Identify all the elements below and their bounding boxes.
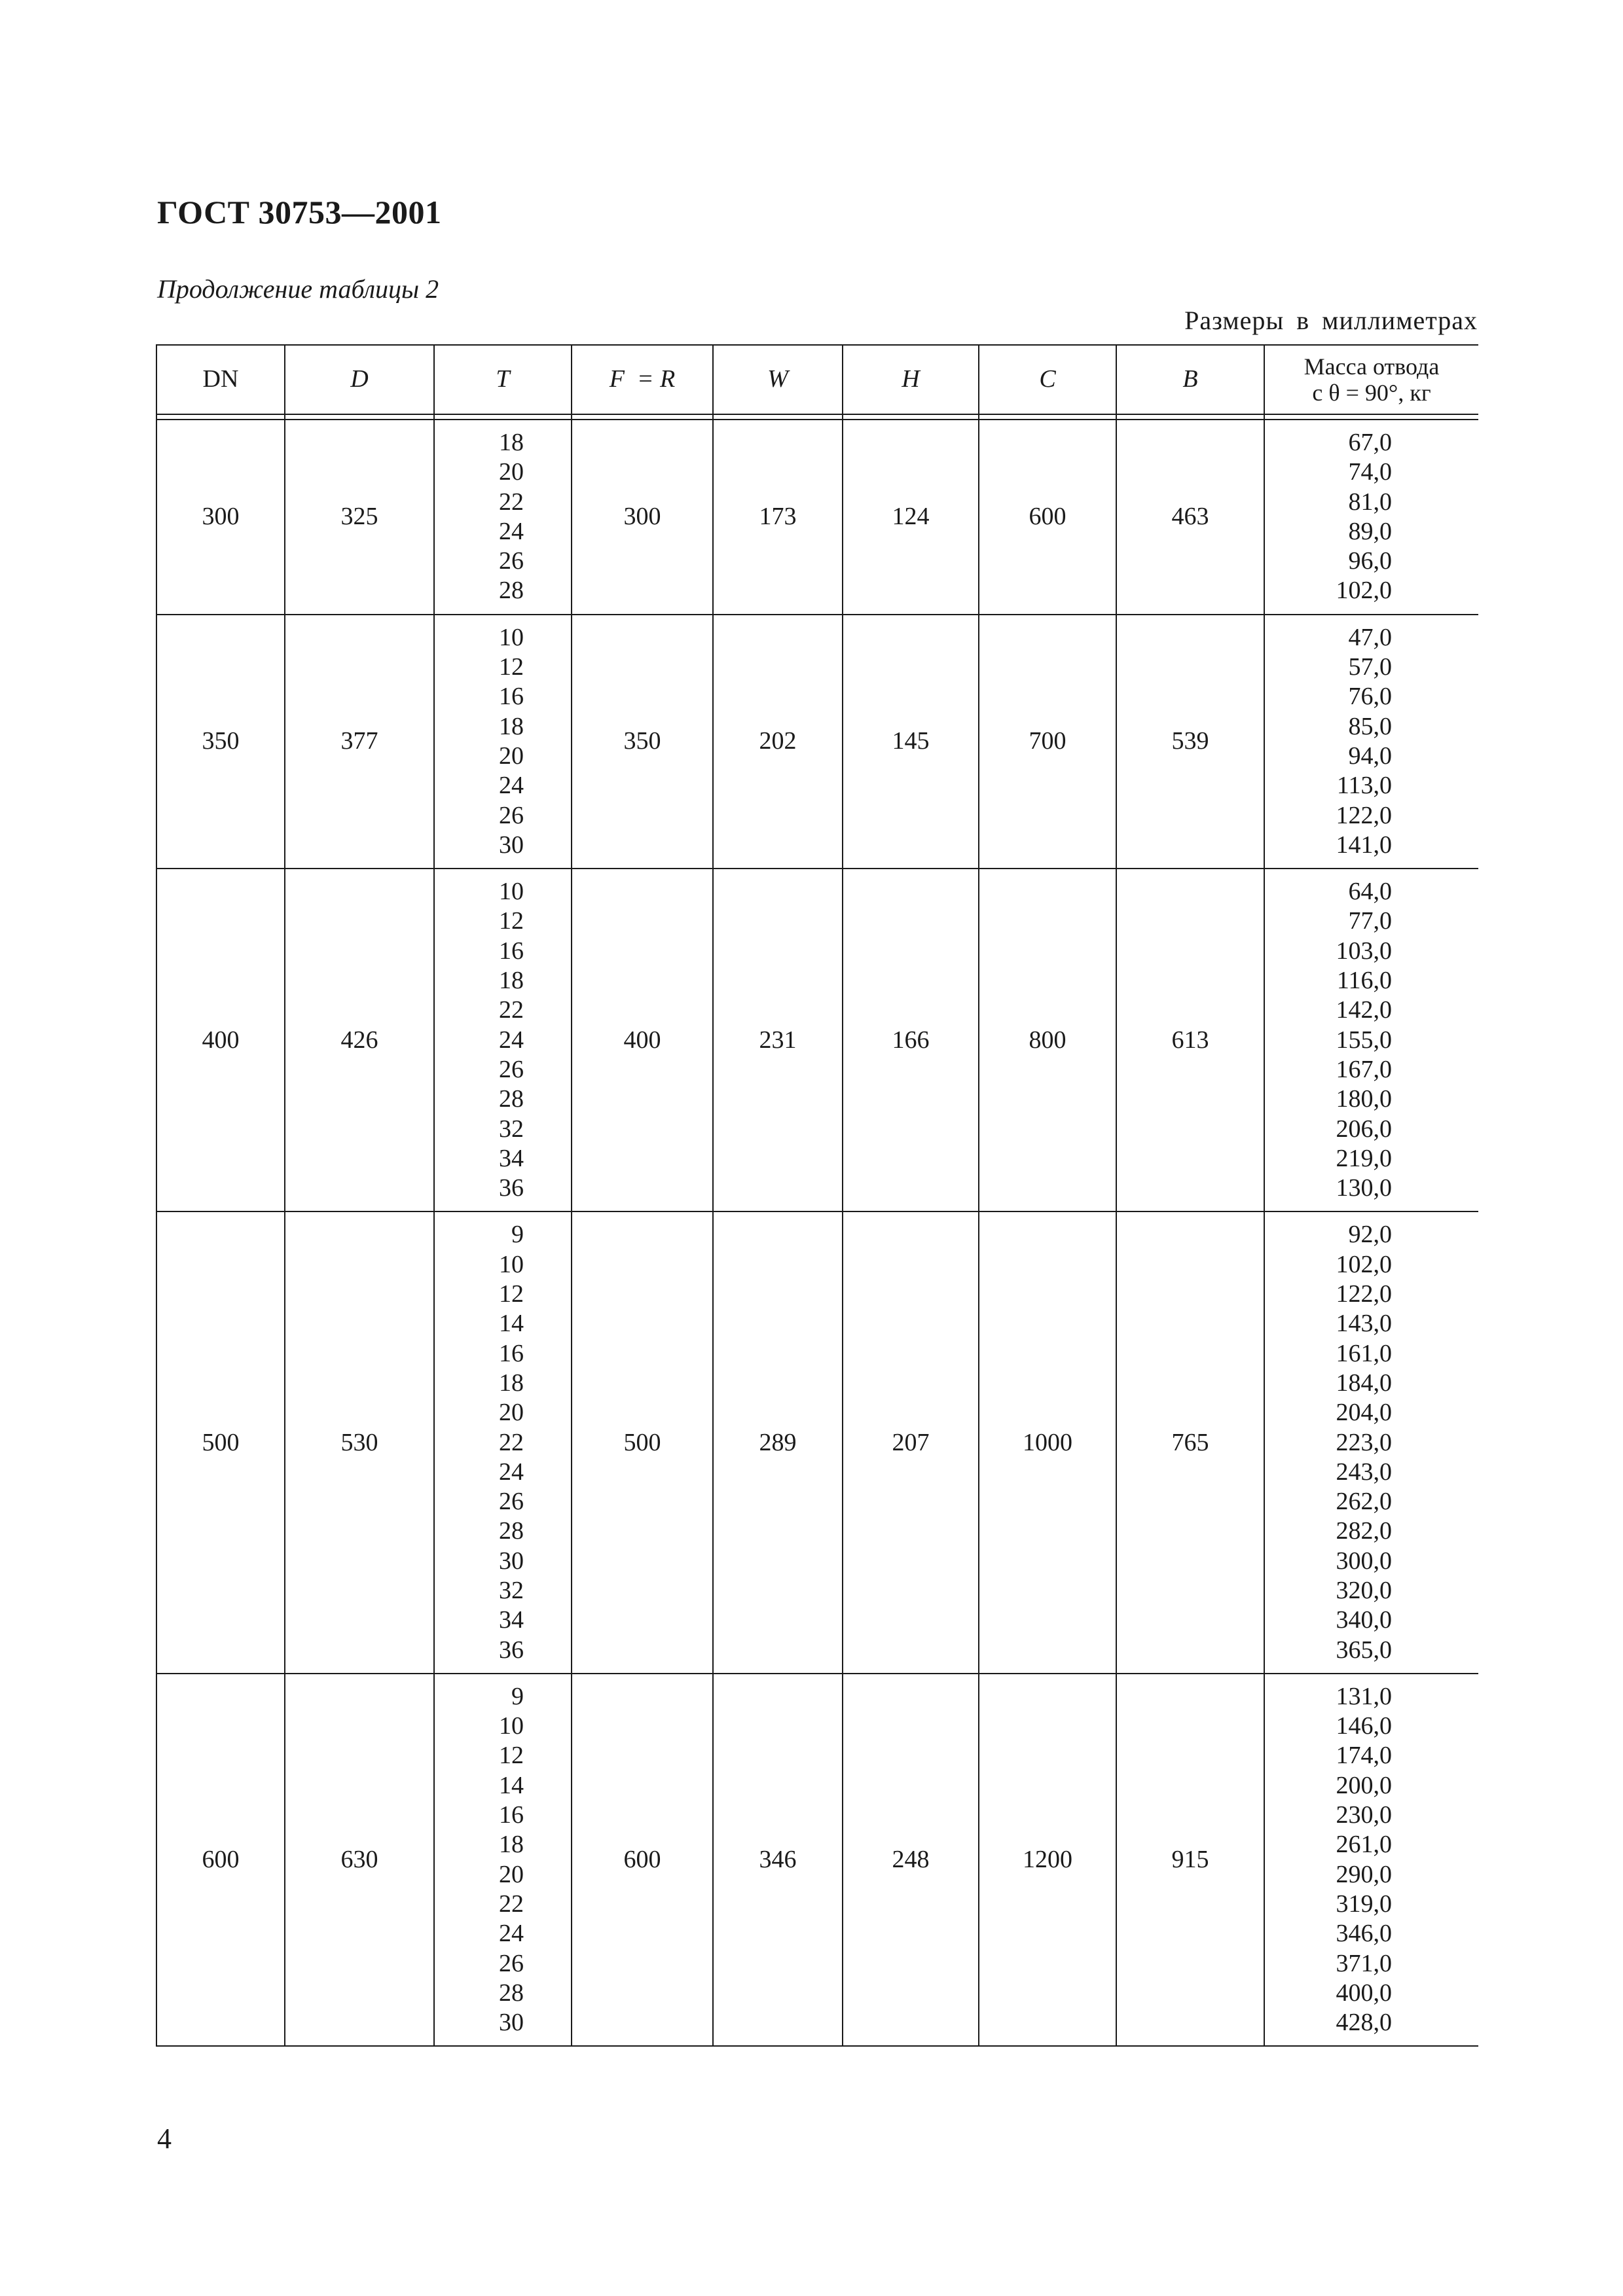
cell-mass-value: 85,0 <box>1348 712 1392 740</box>
cell-mass-value: 346,0 <box>1336 1920 1392 1948</box>
mass-header-line-2: с θ = 90°, кг <box>1312 380 1431 406</box>
cell-mass <box>1264 615 1478 869</box>
cell-t <box>434 1211 572 1673</box>
cell-w: 231 <box>713 869 843 1211</box>
cell-d: 630 <box>285 1674 434 2047</box>
col-header-h: H <box>843 345 979 414</box>
col-header-c: C <box>979 345 1116 414</box>
cell-w: 289 <box>713 1211 843 1673</box>
cell-t-value: 14 <box>499 1771 524 1799</box>
cell-t <box>434 615 572 869</box>
cell-t-value: 20 <box>499 1399 524 1427</box>
cell-h: 166 <box>843 869 979 1211</box>
cell-b: 915 <box>1116 1674 1264 2047</box>
col-header-f-r: F = R <box>572 345 713 414</box>
cell-t <box>434 869 572 1211</box>
cell-t-list <box>482 1220 524 1664</box>
cell-t-value: 9 <box>511 1682 524 1710</box>
cell-t-value: 10 <box>499 1250 524 1278</box>
cell-h: 145 <box>843 615 979 869</box>
cell-t-value: 16 <box>499 683 524 711</box>
cell-t-value: 18 <box>499 967 524 995</box>
cell-mass-value: 230,0 <box>1336 1801 1392 1829</box>
cell-t-value: 24 <box>499 1026 524 1054</box>
cell-t-value: 20 <box>499 742 524 770</box>
cell-b: 765 <box>1116 1211 1264 1673</box>
table-row <box>156 615 1478 869</box>
cell-t-value: 34 <box>499 1606 524 1634</box>
cell-f-r: 500 <box>572 1211 713 1673</box>
table-header-row <box>156 345 1478 414</box>
cell-mass-value: 223,0 <box>1336 1428 1392 1456</box>
cell-mass-value: 74,0 <box>1348 458 1392 486</box>
cell-mass-value: 130,0 <box>1336 1174 1392 1202</box>
cell-mass-value: 141,0 <box>1336 831 1392 859</box>
table-row <box>156 869 1478 1211</box>
cell-mass-value: 400,0 <box>1336 1979 1392 2007</box>
cell-mass-value: 290,0 <box>1336 1860 1392 1888</box>
cell-t-value: 28 <box>499 1979 524 2007</box>
cell-t-value: 24 <box>499 1458 524 1486</box>
cell-mass-value: 96,0 <box>1348 547 1392 575</box>
table-caption: Продолжение таблицы 2 <box>157 274 439 304</box>
cell-b: 613 <box>1116 869 1264 1211</box>
cell-t-value: 16 <box>499 1339 524 1367</box>
cell-t-value: 10 <box>499 1712 524 1740</box>
cell-d: 530 <box>285 1211 434 1673</box>
cell-t-value: 26 <box>499 1488 524 1516</box>
cell-mass-value: 200,0 <box>1336 1771 1392 1799</box>
cell-mass-value: 262,0 <box>1336 1488 1392 1516</box>
cell-t-value: 24 <box>499 517 524 545</box>
cell-mass-value: 103,0 <box>1336 937 1392 965</box>
cell-t-value: 34 <box>499 1144 524 1172</box>
cell-f-r: 300 <box>572 420 713 615</box>
cell-t-value: 24 <box>499 772 524 800</box>
table-row <box>156 420 1478 615</box>
cell-t-value: 22 <box>499 1428 524 1456</box>
cell-t-value: 30 <box>499 1547 524 1575</box>
cell-dn: 500 <box>156 1211 285 1673</box>
cell-mass-value: 113,0 <box>1336 772 1392 800</box>
cell-mass-value: 57,0 <box>1348 653 1392 681</box>
dimensions-table <box>156 344 1478 2047</box>
cell-mass-value: 81,0 <box>1348 488 1392 516</box>
cell-mass-value: 102,0 <box>1336 577 1392 605</box>
cell-mass-value: 102,0 <box>1336 1250 1392 1278</box>
cell-t-value: 16 <box>499 1801 524 1829</box>
cell-t-value: 18 <box>499 429 524 456</box>
col-header-t: T <box>434 345 572 414</box>
cell-t-value: 28 <box>499 577 524 605</box>
cell-mass-value: 92,0 <box>1348 1221 1392 1249</box>
cell-mass-list <box>1281 623 1392 860</box>
cell-t-value: 32 <box>499 1115 524 1143</box>
cell-mass-value: 371,0 <box>1336 1949 1392 1977</box>
cell-t-value: 26 <box>499 1055 524 1083</box>
col-header-b: B <box>1116 345 1264 414</box>
col-header-dn: DN <box>156 345 285 414</box>
cell-b: 463 <box>1116 420 1264 615</box>
cell-t-value: 32 <box>499 1576 524 1604</box>
cell-b: 539 <box>1116 615 1264 869</box>
cell-mass-value: 143,0 <box>1336 1310 1392 1338</box>
cell-mass-value: 219,0 <box>1336 1144 1392 1172</box>
cell-t-value: 28 <box>499 1517 524 1545</box>
cell-mass-value: 47,0 <box>1348 623 1392 651</box>
cell-mass-value: 180,0 <box>1336 1085 1392 1113</box>
cell-mass-value: 184,0 <box>1336 1369 1392 1397</box>
cell-t-value: 12 <box>499 1280 524 1308</box>
cell-mass-value: 146,0 <box>1336 1712 1392 1740</box>
cell-mass-value: 64,0 <box>1348 878 1392 906</box>
cell-c: 1000 <box>979 1211 1116 1673</box>
cell-t-list <box>482 877 524 1203</box>
cell-h: 248 <box>843 1674 979 2047</box>
cell-mass-value: 142,0 <box>1336 996 1392 1024</box>
cell-t-value: 18 <box>499 1831 524 1859</box>
cell-w: 346 <box>713 1674 843 2047</box>
table-container <box>156 344 1478 2117</box>
cell-w: 173 <box>713 420 843 615</box>
cell-t-value: 18 <box>499 1369 524 1397</box>
cell-t-value: 26 <box>499 547 524 575</box>
cell-t-value: 30 <box>499 2009 524 2037</box>
cell-mass-value: 116,0 <box>1336 967 1392 995</box>
cell-t-value: 10 <box>499 878 524 906</box>
cell-t-value: 26 <box>499 801 524 829</box>
header-separator <box>156 414 1478 420</box>
cell-mass-value: 155,0 <box>1336 1026 1392 1054</box>
cell-d: 426 <box>285 869 434 1211</box>
units-note: Размеры в миллиметрах <box>1184 306 1478 335</box>
cell-mass <box>1264 1211 1478 1673</box>
cell-c: 700 <box>979 615 1116 869</box>
cell-mass-list <box>1281 428 1392 606</box>
cell-t-value: 16 <box>499 937 524 965</box>
cell-mass-value: 67,0 <box>1348 429 1392 456</box>
cell-mass-value: 204,0 <box>1336 1399 1392 1427</box>
cell-t-value: 30 <box>499 831 524 859</box>
cell-f-r: 350 <box>572 615 713 869</box>
cell-mass-list <box>1281 1220 1392 1664</box>
cell-t-value: 12 <box>499 1742 524 1770</box>
cell-dn: 300 <box>156 420 285 615</box>
cell-mass-value: 340,0 <box>1336 1606 1392 1634</box>
cell-t-value: 20 <box>499 1860 524 1888</box>
cell-mass-value: 122,0 <box>1336 801 1392 829</box>
mass-header-line-1: Масса отвода <box>1304 353 1440 380</box>
cell-mass-value: 206,0 <box>1336 1115 1392 1143</box>
cell-mass-value: 428,0 <box>1336 2009 1392 2037</box>
cell-mass-value: 320,0 <box>1336 1576 1392 1604</box>
table-row <box>156 1674 1478 2047</box>
cell-mass-value: 282,0 <box>1336 1517 1392 1545</box>
cell-mass-value: 243,0 <box>1336 1458 1392 1486</box>
cell-t-value: 36 <box>499 1174 524 1202</box>
cell-t-value: 36 <box>499 1636 524 1664</box>
cell-t <box>434 1674 572 2047</box>
cell-f-r: 400 <box>572 869 713 1211</box>
cell-t-value: 22 <box>499 996 524 1024</box>
table-row <box>156 1211 1478 1673</box>
cell-t-value: 28 <box>499 1085 524 1113</box>
cell-mass-value: 77,0 <box>1348 907 1392 935</box>
cell-mass-value: 167,0 <box>1336 1055 1392 1083</box>
cell-t-value: 22 <box>499 488 524 516</box>
cell-t-value: 14 <box>499 1310 524 1338</box>
cell-t-list <box>482 428 524 606</box>
cell-t-value: 22 <box>499 1890 524 1918</box>
cell-t-list <box>482 1682 524 2038</box>
cell-t-value: 26 <box>499 1949 524 1977</box>
cell-t-value: 20 <box>499 458 524 486</box>
cell-mass-value: 89,0 <box>1348 517 1392 545</box>
cell-mass-value: 261,0 <box>1336 1831 1392 1859</box>
col-header-d: D <box>285 345 434 414</box>
cell-dn: 350 <box>156 615 285 869</box>
cell-mass-list <box>1281 877 1392 1203</box>
cell-t <box>434 420 572 615</box>
cell-c: 600 <box>979 420 1116 615</box>
cell-c: 1200 <box>979 1674 1116 2047</box>
col-header-w: W <box>713 345 843 414</box>
cell-t-list <box>482 623 524 860</box>
cell-t-value: 12 <box>499 653 524 681</box>
cell-mass-value: 161,0 <box>1336 1339 1392 1367</box>
cell-mass <box>1264 869 1478 1211</box>
cell-d: 325 <box>285 420 434 615</box>
cell-mass-value: 94,0 <box>1348 742 1392 770</box>
table-body <box>156 420 1478 2046</box>
page-number: 4 <box>157 2123 172 2155</box>
cell-t-value: 24 <box>499 1920 524 1948</box>
cell-t-value: 18 <box>499 712 524 740</box>
document-header: ГОСТ 30753—2001 <box>157 194 442 230</box>
cell-mass-value: 122,0 <box>1336 1280 1392 1308</box>
cell-mass-value: 365,0 <box>1336 1636 1392 1664</box>
cell-mass-value: 76,0 <box>1348 683 1392 711</box>
cell-dn: 600 <box>156 1674 285 2047</box>
cell-mass <box>1264 420 1478 615</box>
cell-mass-value: 300,0 <box>1336 1547 1392 1575</box>
col-header-mass <box>1264 345 1478 414</box>
cell-mass-list <box>1281 1682 1392 2038</box>
cell-h: 207 <box>843 1211 979 1673</box>
cell-mass-value: 174,0 <box>1336 1742 1392 1770</box>
cell-c: 800 <box>979 869 1116 1211</box>
cell-dn: 400 <box>156 869 285 1211</box>
cell-w: 202 <box>713 615 843 869</box>
cell-f-r: 600 <box>572 1674 713 2047</box>
cell-t-value: 10 <box>499 623 524 651</box>
cell-d: 377 <box>285 615 434 869</box>
cell-t-value: 9 <box>511 1221 524 1249</box>
cell-t-value: 12 <box>499 907 524 935</box>
cell-mass-value: 131,0 <box>1336 1682 1392 1710</box>
cell-h: 124 <box>843 420 979 615</box>
cell-mass-value: 319,0 <box>1336 1890 1392 1918</box>
cell-mass <box>1264 1674 1478 2047</box>
